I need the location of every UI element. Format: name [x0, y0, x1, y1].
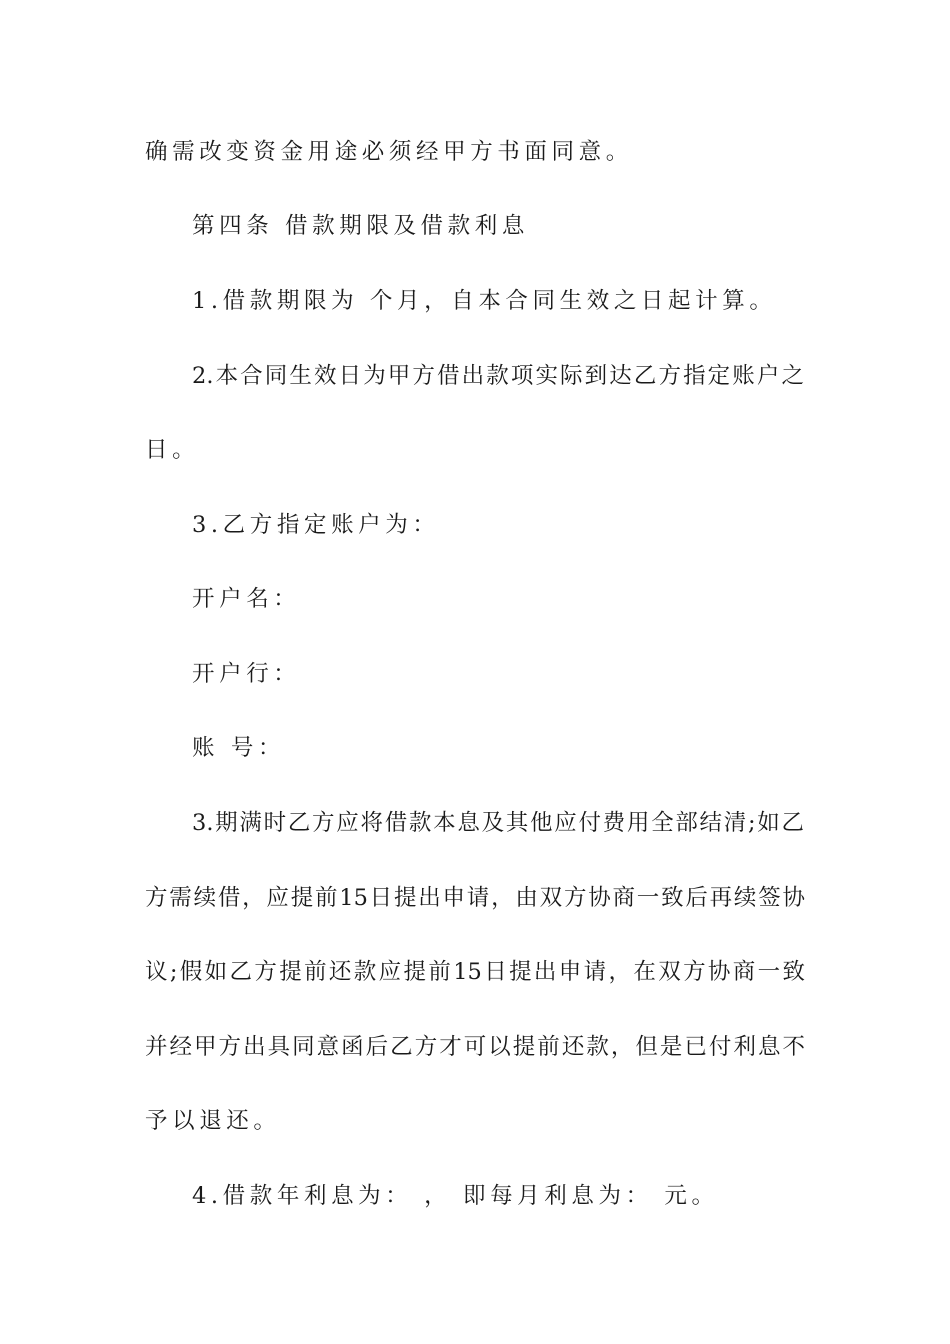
paragraph-line: 议;假如乙方提前还款应提前15日提出申请，在双方协商一致 [145, 959, 805, 985]
paragraph-line: 3.期满时乙方应将借款本息及其他应付费用全部结清;如乙 [192, 810, 804, 836]
paragraph-line: 方需续借，应提前15日提出申请，由双方协商一致后再续签协 [145, 885, 805, 911]
interest-line: 4.借款年利息为： ， 即每月利息为： 元。 [192, 1183, 719, 1209]
paragraph-line: 并经甲方出具同意函后乙方才可以提前还款，但是已付利息不 [145, 1034, 805, 1060]
paragraph-line: 2.本合同生效日为甲方借出款项实际到达乙方指定账户之 [192, 363, 804, 389]
article-heading: 第四条 借款期限及借款利息 [192, 213, 529, 239]
paragraph-line: 3.乙方指定账户为： [192, 512, 440, 538]
paragraph-line: 予以退还。 [145, 1108, 281, 1134]
account-bank-label: 开户行： [192, 661, 301, 687]
paragraph-line: 日。 [145, 437, 200, 463]
account-name-label: 开户名： [192, 586, 301, 612]
paragraph-line: 1.借款期限为 个月，自本合同生效之日起计算。 [192, 288, 777, 314]
account-number-label: 账 号： [192, 735, 286, 761]
paragraph-line: 确需改变资金用途必须经甲方书面同意。 [145, 139, 633, 165]
